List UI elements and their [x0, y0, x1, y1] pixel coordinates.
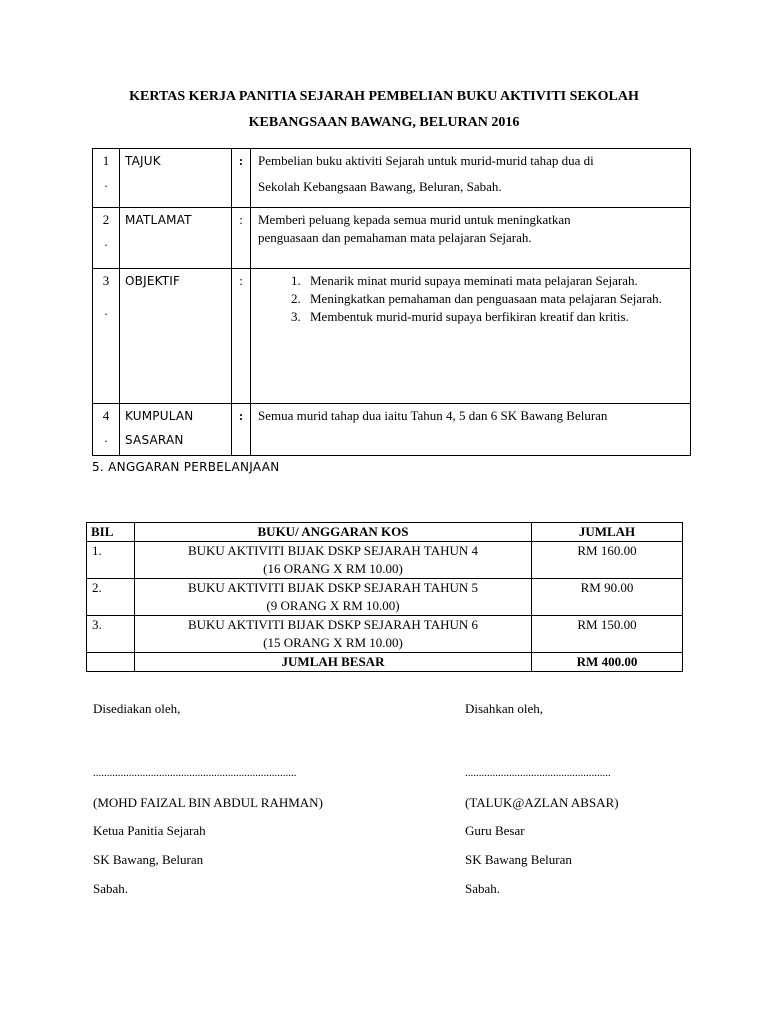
row-number: 4: [102, 408, 110, 423]
budget-table: [86, 522, 683, 672]
budget-total-row: [87, 653, 683, 672]
signature-role-right: Guru Besar: [465, 823, 525, 838]
document-title-line-2: KEBANGSAAN BAWANG, BELURAN 2016: [248, 115, 520, 130]
header-amount: JUMLAH: [532, 523, 683, 542]
row-label-line-2: SASARAN: [125, 433, 184, 447]
row-label: KUMPULAN: [125, 409, 194, 423]
document-title-line-1: KERTAS KERJA PANITIA SEJARAH PEMBELIAN BUKU AKTIVITI SEKOLAH: [129, 89, 639, 104]
signature-line-left: ..........................................................................: [93, 767, 297, 779]
signature-name-left: (MOHD FAIZAL BIN ABDUL RAHMAN): [93, 795, 323, 810]
row-colon: :: [232, 149, 251, 208]
row-amount: RM 160.00: [532, 542, 683, 579]
row-item: BUKU AKTIVITI BIJAK DSKP SEJARAH TAHUN 4: [187, 543, 479, 558]
row-value-line: Sekolah Kebangsaan Bawang, Beluran, Sabah.: [258, 179, 502, 194]
signature-school-right: SK Bawang Beluran: [465, 852, 572, 867]
row-number-dot: .: [104, 234, 108, 249]
row-number-dot: .: [104, 303, 108, 318]
table-row: [87, 616, 683, 653]
row-bil: 2.: [87, 579, 135, 616]
row-colon: :: [232, 269, 251, 404]
objective-item: 2. Meningkatkan pemahaman dan penguasaan mata pelajaran Sejarah.: [304, 290, 684, 308]
info-row-kumpulan-sasaran: [93, 404, 691, 456]
row-amount: RM 150.00: [532, 616, 683, 653]
signature-state-left: Sabah.: [93, 881, 129, 896]
signature-line-right: .....................................................: [465, 767, 611, 779]
row-bil: 1.: [87, 542, 135, 579]
objective-item: 1. Menarik minat murid supaya meminati mata pelajaran Sejarah.: [304, 272, 684, 290]
signature-name-right: (TALUK@AZLAN ABSAR): [465, 795, 619, 810]
signature-approved-heading: Disahkan oleh,: [465, 701, 543, 716]
row-value-line: Semua murid tahap dua iaitu Tahun 4, 5 dan 6 SK Bawang Beluran: [251, 404, 691, 456]
signature-prepared-heading: Disediakan oleh,: [93, 701, 181, 716]
proposal-info-table: [92, 148, 691, 456]
row-label: TAJUK: [120, 149, 232, 208]
row-value-line: Pembelian buku aktiviti Sejarah untuk murid-murid tahap dua di: [258, 153, 594, 168]
table-row: [87, 542, 683, 579]
objectives-list: [258, 272, 684, 326]
total-label: JUMLAH BESAR: [135, 653, 532, 672]
info-row-objektif: [93, 269, 691, 404]
row-bil: 3.: [87, 616, 135, 653]
signature-role-left: Ketua Panitia Sejarah: [93, 823, 206, 838]
row-calc: (15 ORANG X RM 10.00): [263, 635, 403, 650]
total-amount: RM 400.00: [532, 653, 683, 672]
section-heading: 5. ANGGARAN PERBELANJAAN: [92, 460, 280, 474]
row-value-line: Memberi peluang kepada semua murid untuk meningkatkan: [258, 212, 571, 227]
row-colon: :: [232, 208, 251, 269]
row-number-dot: .: [104, 430, 108, 445]
row-number: 2: [102, 212, 110, 227]
row-calc: (9 ORANG X RM 10.00): [266, 598, 400, 613]
row-value-line: penguasaan dan pemahaman mata pelajaran Sejarah.: [258, 230, 532, 245]
budget-header-row: [87, 523, 683, 542]
row-amount: RM 90.00: [532, 579, 683, 616]
table-row: [87, 579, 683, 616]
signature-state-right: Sabah.: [465, 881, 501, 896]
row-colon: :: [232, 404, 251, 456]
row-item: BUKU AKTIVITI BIJAK DSKP SEJARAH TAHUN 6: [187, 617, 479, 632]
row-calc: (16 ORANG X RM 10.00): [263, 561, 403, 576]
row-number: 3: [102, 273, 110, 288]
row-number: 1: [102, 153, 110, 168]
row-number-dot: .: [104, 175, 108, 190]
row-item: BUKU AKTIVITI BIJAK DSKP SEJARAH TAHUN 5: [187, 580, 479, 595]
row-label: MATLAMAT: [120, 208, 232, 269]
objective-item: 3. Membentuk murid-murid supaya berfikiran kreatif dan kritis.: [304, 308, 684, 326]
info-row-matlamat: [93, 208, 691, 269]
row-label: OBJEKTIF: [120, 269, 232, 404]
header-bil: BIL: [87, 523, 135, 542]
header-item: BUKU/ ANGGARAN KOS: [135, 523, 532, 542]
info-row-tajuk: [93, 149, 691, 208]
signature-school-left: SK Bawang, Beluran: [93, 852, 204, 867]
